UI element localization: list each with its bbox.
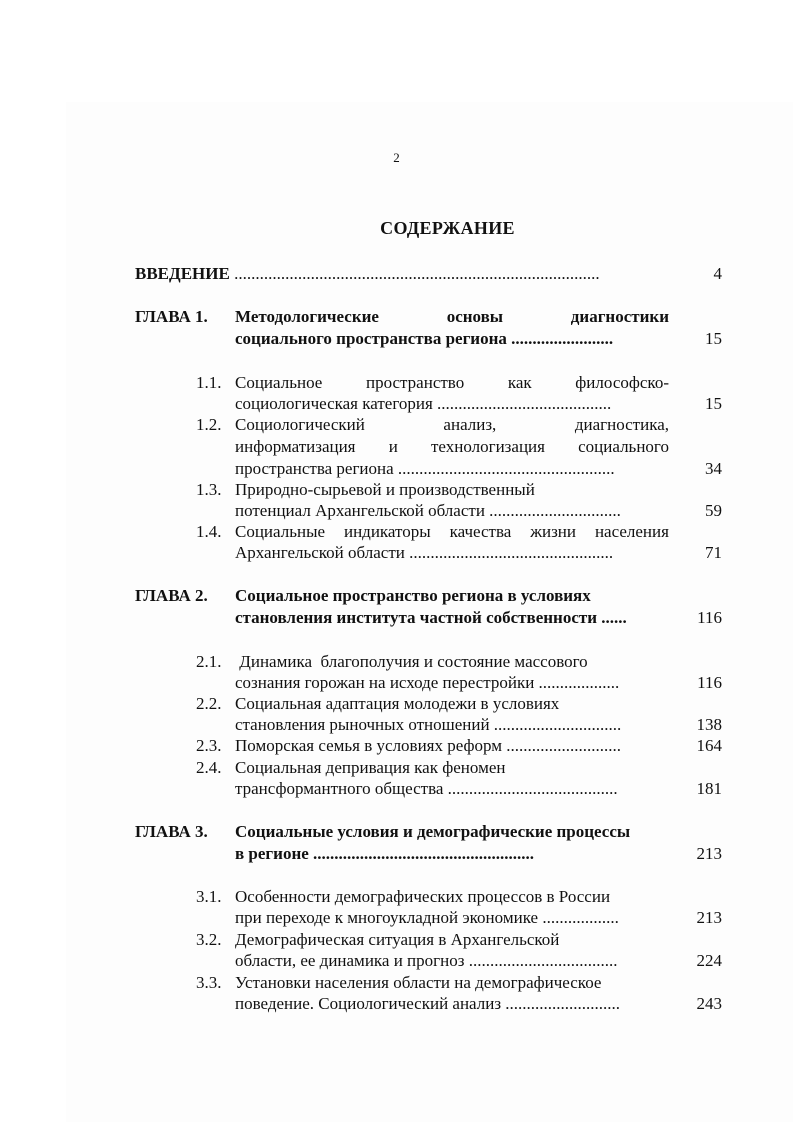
section-1-4-line1: Социальные индикаторы качества жизни населения: [235, 522, 669, 541]
section-1-2-label: 1.2.: [196, 415, 222, 434]
section-2-1-page: 116: [697, 673, 722, 692]
section-3-2-line1: Демографическая ситуация в Архангельской: [235, 930, 560, 949]
section-1-3-page: 59: [705, 501, 722, 520]
section-3-3-page: 243: [696, 994, 722, 1013]
section-1-1-label: 1.1.: [196, 373, 222, 392]
toc-intro-dots: ......................................................................................: [229, 264, 600, 283]
section-2-2-line1: Социальная адаптация молодежи в условиях: [235, 694, 560, 713]
toc-intro-label: ВВЕДЕНИЕ: [135, 264, 230, 283]
section-2-2-page: 138: [696, 715, 722, 734]
section-2-1-line1: Динамика благополучия и состояние массового: [235, 652, 588, 671]
section-2-1-line2: сознания горожан на исходе перестройки ...................: [235, 673, 620, 692]
chapter-2-label: ГЛАВА 2.: [135, 586, 208, 605]
section-1-1-line1: Социальное пространство как философско-: [235, 373, 669, 392]
section-2-2-line2: становления рыночных отношений ..............................: [235, 715, 622, 734]
section-2-1-label: 2.1.: [196, 652, 222, 671]
section-2-4-label: 2.4.: [196, 758, 222, 777]
chapter-3-title-line1: Социальные условия и демографические процессы: [235, 822, 631, 841]
section-2-3-page: 164: [696, 736, 722, 755]
section-3-2-label: 3.2.: [196, 930, 222, 949]
section-2-2-label: 2.2.: [196, 694, 222, 713]
section-1-4-page: 71: [705, 543, 722, 562]
section-1-3-line2: потенциал Архангельской области ...............................: [235, 501, 621, 520]
toc-intro: [135, 263, 600, 285]
section-1-2-page: 34: [705, 459, 722, 478]
section-2-3-line1: Поморская семья в условиях реформ ...........................: [235, 736, 622, 755]
chapter-3-label: ГЛАВА 3.: [135, 822, 208, 841]
chapter-2-title-line2: становления института частной собственности ......: [235, 608, 627, 627]
section-3-1-label: 3.1.: [196, 887, 222, 906]
section-1-1-page: 15: [705, 394, 722, 413]
chapter-3-page: 213: [696, 844, 722, 863]
page-title: СОДЕРЖАНИЕ: [380, 218, 515, 238]
toc-intro-page: 4: [713, 264, 722, 283]
section-3-1-line2: при переходе к многоукладной экономике ..................: [235, 908, 619, 927]
chapter-1-title-line2: социального пространства региона ........................: [235, 329, 614, 348]
section-3-1-page: 213: [696, 908, 722, 927]
section-3-3-line2: поведение. Социологический анализ ...........................: [235, 994, 621, 1013]
section-3-1-line1: Особенности демографических процессов в России: [235, 887, 611, 906]
chapter-3-title-line2: в регионе ....................................................: [235, 844, 535, 863]
chapter-2-title-line1: Социальное пространство региона в условиях: [235, 586, 591, 605]
section-2-3-label: 2.3.: [196, 736, 222, 755]
section-2-4-line1: Социальная депривация как феномен: [235, 758, 506, 777]
section-3-2-page: 224: [696, 951, 722, 970]
section-1-4-line2: Архангельской области ................................................: [235, 543, 614, 562]
section-1-4-label: 1.4.: [196, 522, 222, 541]
section-1-3-line1: Природно-сырьевой и производственный: [235, 480, 535, 499]
chapter-1-label: ГЛАВА 1.: [135, 307, 208, 326]
section-1-3-label: 1.3.: [196, 480, 222, 499]
section-3-3-label: 3.3.: [196, 973, 222, 992]
section-1-2-line1: Социологический анализ, диагностика,: [235, 415, 669, 434]
chapter-2-page: 116: [697, 608, 722, 627]
page-number: 2: [393, 150, 400, 165]
chapter-1-page: 15: [705, 329, 722, 348]
section-3-2-line2: области, ее динамика и прогноз ...................................: [235, 951, 618, 970]
section-1-2-line2: информатизация и технологизация социального: [235, 437, 669, 456]
section-3-3-line1: Установки населения области на демографическое: [235, 973, 602, 992]
section-2-4-line2: трансформантного общества ........................................: [235, 779, 618, 798]
section-1-1-line2: социологическая категория .........................................: [235, 394, 612, 413]
section-2-4-page: 181: [696, 779, 722, 798]
chapter-1-title-line1: Методологические основы диагностики: [235, 307, 669, 326]
section-1-2-line3: пространства региона ...................................................: [235, 459, 615, 478]
